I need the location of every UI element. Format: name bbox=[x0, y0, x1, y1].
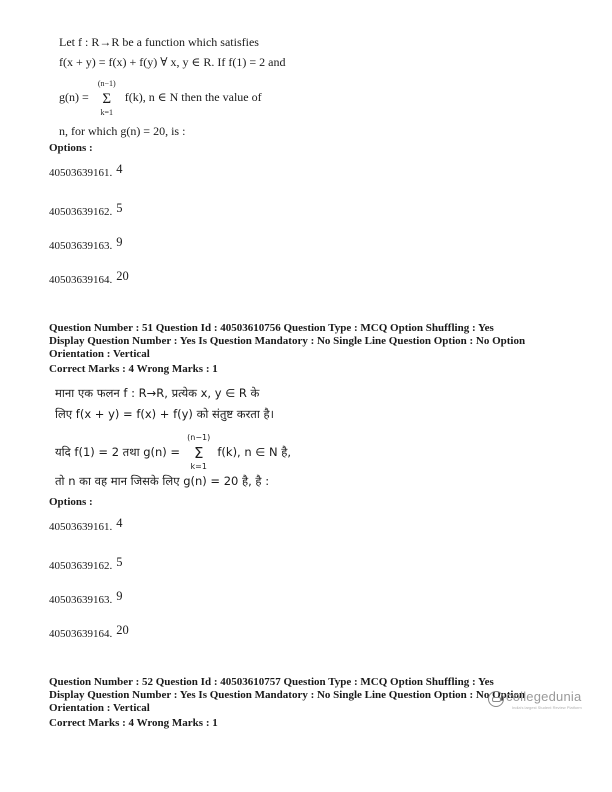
q50-options-label: Options : bbox=[49, 142, 93, 154]
q50-sigma: Σ bbox=[102, 91, 112, 107]
q51-option-3 bbox=[49, 590, 123, 608]
q52-meta-line-3: Orientation : Vertical bbox=[49, 702, 150, 714]
q50-option-3 bbox=[49, 236, 123, 254]
q50-statement-line-4: n, for which g(n) = 20, is : bbox=[59, 124, 186, 138]
q51-option-4 bbox=[49, 624, 129, 642]
option-id: 40503639163. bbox=[49, 594, 113, 606]
q51-hindi-line-4: तो n का वह मान जिसके लिए g(n) = 20 है, है : bbox=[55, 474, 270, 488]
q51-options-label: Options : bbox=[49, 496, 93, 508]
q51-sum-upper-limit: (n−1) bbox=[187, 433, 211, 442]
q51-sum-lower-limit: k=1 bbox=[190, 462, 207, 471]
collegedunia-watermark bbox=[488, 689, 606, 713]
q50-statement-line-3 bbox=[59, 79, 262, 117]
q51-hindi-line-3 bbox=[55, 433, 292, 471]
q50-option-4 bbox=[49, 270, 129, 288]
q50-sum-upper-limit: (n−1) bbox=[97, 79, 116, 88]
q51-meta-line-3: Orientation : Vertical bbox=[49, 348, 150, 360]
q51-meta-line-1: Question Number : 51 Question Id : 40503610756 Question Type : MCQ Option Shuffling : Yes bbox=[49, 322, 494, 334]
q50-statement-line-2: f(x + y) = f(x) + f(y) ∀ x, y ∈ R. If f(1) = 2 and bbox=[59, 55, 286, 69]
q50-summation bbox=[92, 79, 122, 117]
q52-meta-line-1: Question Number : 52 Question Id : 40503610757 Question Type : MCQ Option Shuffling : Yes bbox=[49, 676, 494, 688]
option-value: 4 bbox=[116, 162, 123, 176]
option-value: 4 bbox=[116, 516, 123, 530]
option-id: 40503639164. bbox=[49, 274, 113, 286]
q51-meta-line-2: Display Question Number : Yes Is Question Mandatory : No Single Line Question Option : No Option bbox=[49, 335, 526, 347]
q51-option-2 bbox=[49, 556, 123, 574]
q50-gn-label: g(n) = bbox=[59, 90, 89, 104]
option-id: 40503639162. bbox=[49, 560, 113, 572]
q51-hindi-line-2: लिए f(x + y) = f(x) + f(y) को संतुष्ट करता है। bbox=[55, 407, 274, 421]
q51-option-1 bbox=[49, 517, 123, 535]
q51-hindi-line-1: माना एक फलन f : R→R, प्रत्येक x, y ∈ R के bbox=[55, 386, 260, 400]
watermark-brand-name: collegedunia bbox=[506, 689, 582, 704]
q50-option-2 bbox=[49, 202, 123, 220]
q52-marks: Correct Marks : 4 Wrong Marks : 1 bbox=[49, 717, 218, 729]
option-id: 40503639161. bbox=[49, 521, 113, 533]
q50-sum-lower-limit: k=1 bbox=[100, 108, 114, 117]
option-id: 40503639162. bbox=[49, 206, 113, 218]
q51-sigma: Σ bbox=[193, 444, 204, 462]
option-value: 9 bbox=[116, 589, 123, 603]
q51-marks: Correct Marks : 4 Wrong Marks : 1 bbox=[49, 363, 218, 375]
q51-summation bbox=[184, 433, 214, 471]
option-value: 20 bbox=[116, 269, 129, 283]
option-id: 40503639161. bbox=[49, 167, 113, 179]
q51-condition-text: यदि f(1) = 2 तथा g(n) = bbox=[55, 445, 181, 459]
collegedunia-logo-icon bbox=[488, 691, 504, 707]
q51-sum-term: f(k), n ∈ N है, bbox=[217, 445, 292, 459]
option-id: 40503639163. bbox=[49, 240, 113, 252]
option-value: 5 bbox=[116, 201, 123, 215]
q50-sum-term: f(k), n ∈ N then the value of bbox=[124, 90, 262, 104]
option-value: 9 bbox=[116, 235, 123, 249]
q52-meta-line-2: Display Question Number : Yes Is Question Mandatory : No Single Line Question Option : No Option bbox=[49, 689, 526, 701]
q50-option-1 bbox=[49, 163, 123, 181]
q50-statement-line-1: Let f : R→R be a function which satisfies bbox=[59, 35, 259, 49]
option-value: 20 bbox=[116, 623, 129, 637]
option-value: 5 bbox=[116, 555, 123, 569]
option-id: 40503639164. bbox=[49, 628, 113, 640]
watermark-tagline: India's largest Student Review Platform bbox=[512, 705, 582, 710]
